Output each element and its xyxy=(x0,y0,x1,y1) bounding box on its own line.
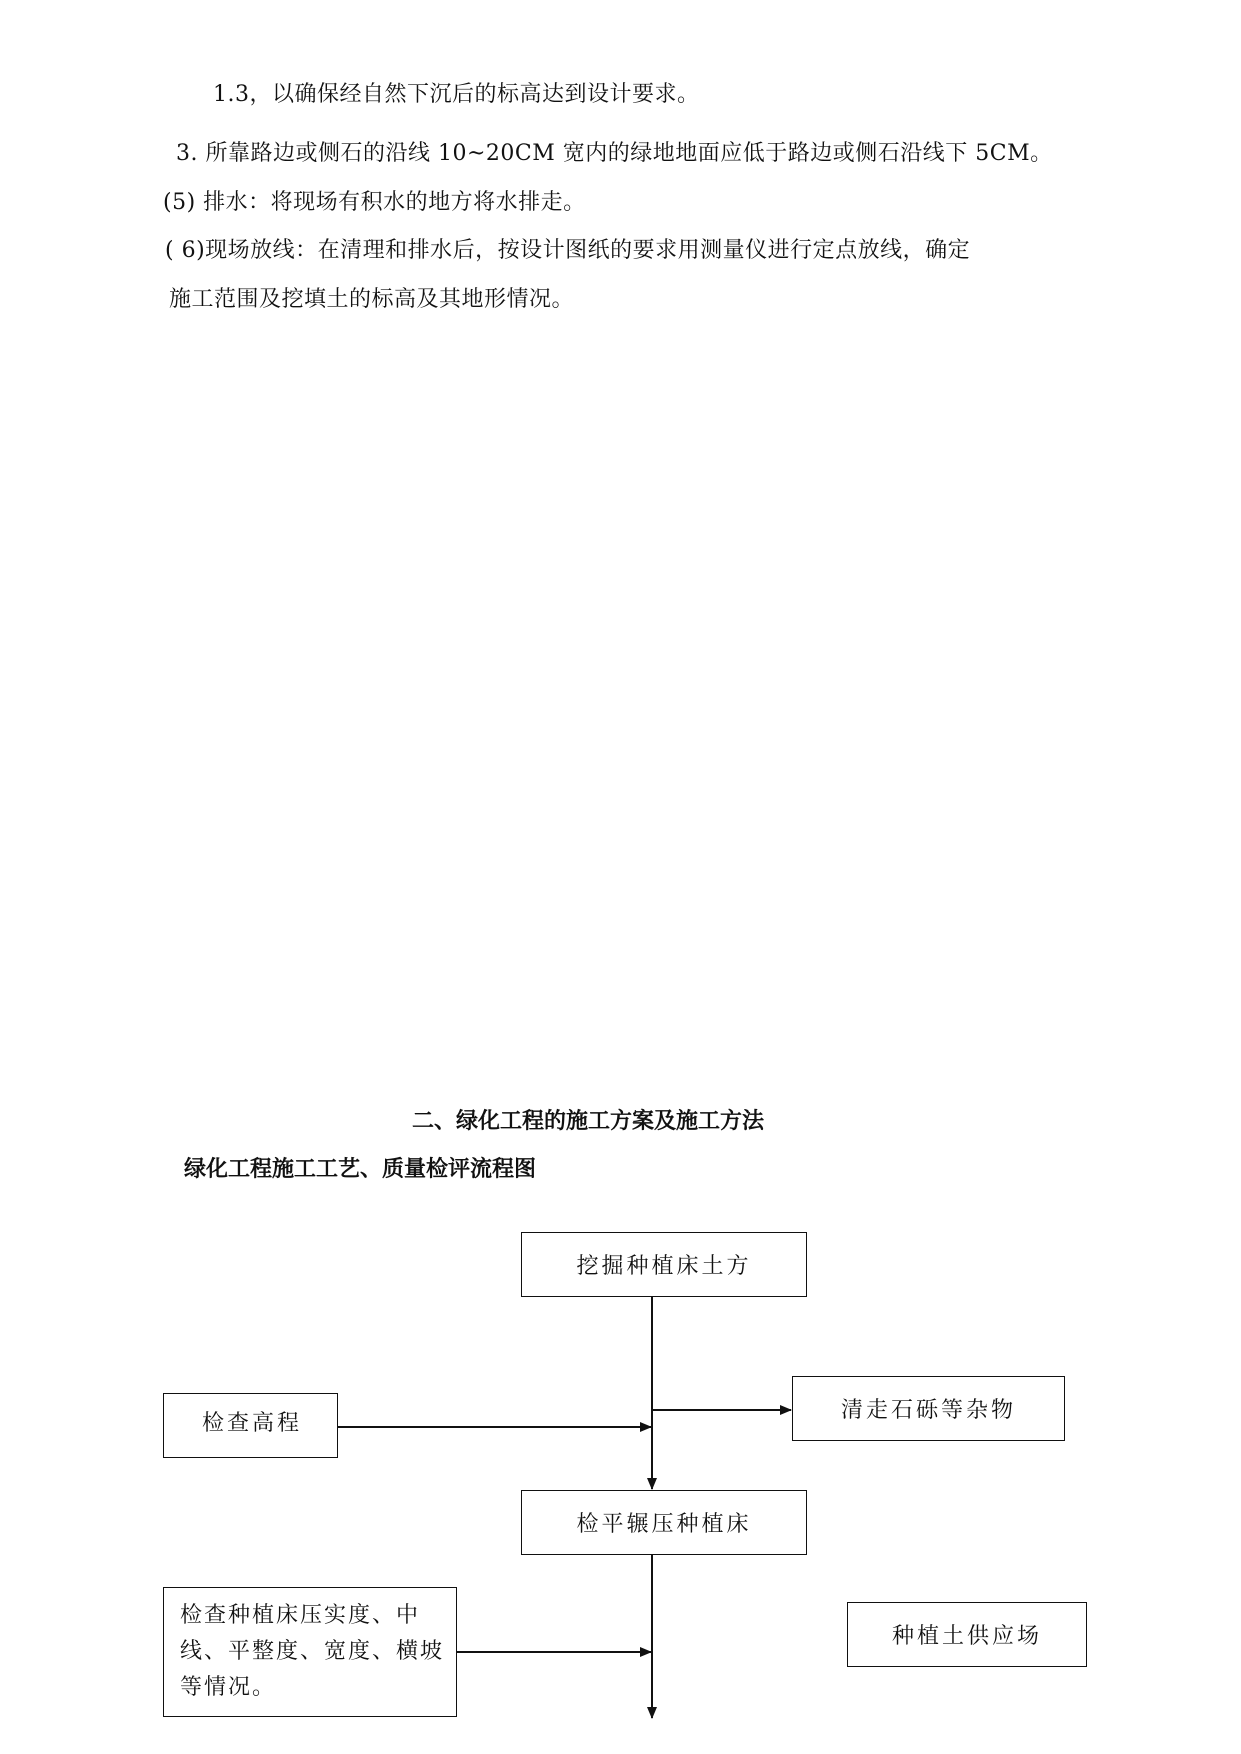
paragraph-line-3: (5) 排水：将现场有积水的地方将水排走。 xyxy=(163,190,586,215)
paragraph-line-1: 1.3，以确保经自然下沉后的标高达到设计要求。 xyxy=(213,82,700,107)
flow-box-level-roll-label: 检平辗压种植床 xyxy=(576,1512,752,1537)
section-title: 二、绿化工程的施工方案及施工方法 xyxy=(412,1109,765,1134)
flow-box-soil-supply-label: 种植土供应场 xyxy=(891,1624,1042,1649)
flow-box-check-elevation-label: 检查高程 xyxy=(202,1411,303,1436)
flow-box-check-density-label: 检查种植床压实度、中线、平整度、宽度、横坡等情况。 xyxy=(180,1603,445,1700)
flow-box-excavate-label: 挖掘种植床土方 xyxy=(576,1254,752,1279)
paragraph-line-4: ( 6)现场放线：在清理和排水后，按设计图纸的要求用测量仪进行定点放线，确定 xyxy=(165,238,971,263)
flowchart-title: 绿化工程施工工艺、质量检评流程图 xyxy=(184,1157,537,1182)
paragraph-line-2: 3. 所靠路边或侧石的沿线 10~20CM 宽内的绿地地面应低于路边或侧石沿线下 5CM。 xyxy=(176,141,1053,166)
flow-box-clear-debris-label: 清走石砾等杂物 xyxy=(840,1398,1016,1423)
paragraph-line-5: 施工范围及挖填土的标高及其地形情况。 xyxy=(169,287,575,312)
